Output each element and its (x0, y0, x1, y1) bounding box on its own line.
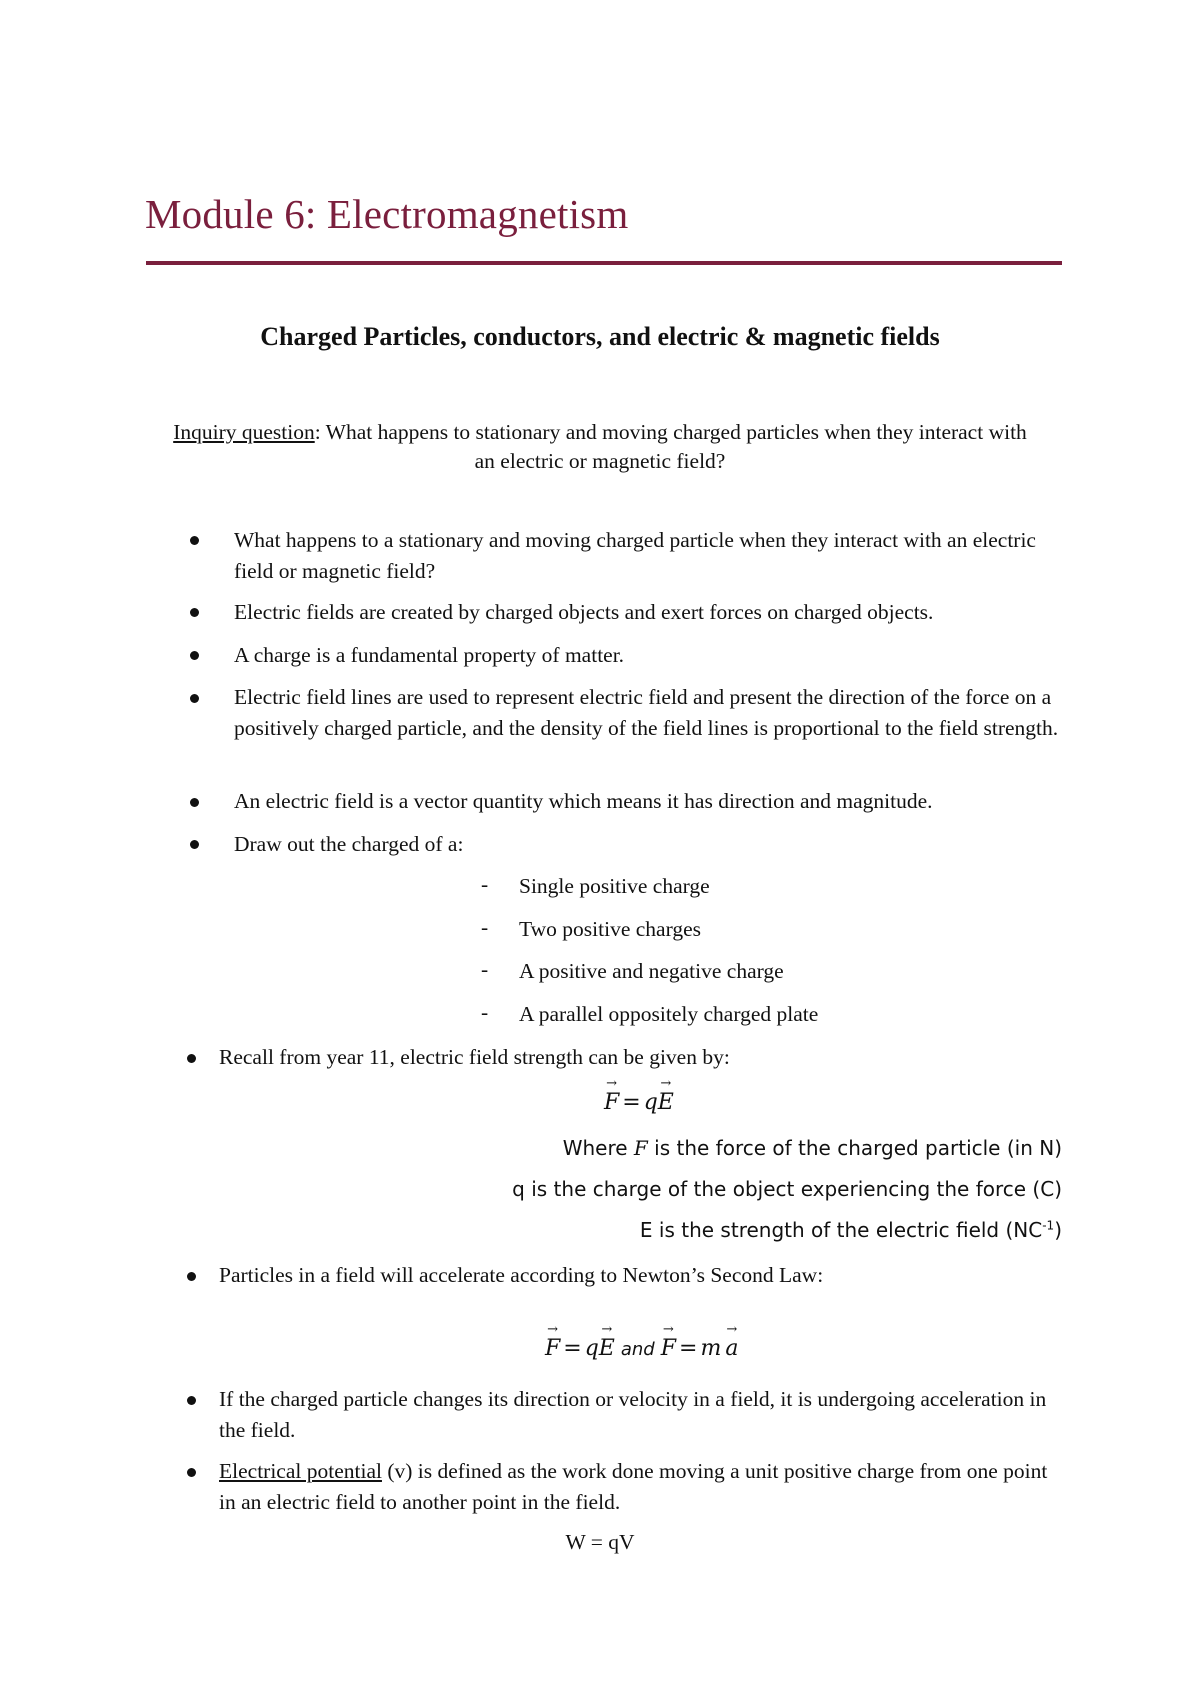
dash-marker: - (481, 957, 489, 981)
potential-text: Electrical potential (v) is defined as the work done moving a unit positive charge from one point in an electric field to another point in the field. (219, 1459, 1048, 1514)
bullet-dot (187, 1054, 196, 1063)
module-title: Module 6: Electromagnetism (145, 191, 629, 237)
vector-e: → E (658, 1090, 674, 1115)
bullet-item: A charge is a fundamental property of matter. (234, 643, 625, 667)
bullet-dot (187, 1468, 196, 1477)
potential-term: Electrical potential (219, 1459, 382, 1483)
equation-newton: → F = q→ E and→ F = m→ a (545, 1336, 738, 1361)
newton-text: Particles in a field will accelerate according to Newton’s Second Law: (219, 1263, 824, 1287)
bullet-dot (190, 694, 199, 703)
vector-f: → F (604, 1090, 619, 1115)
bullet-item: Electric fields are created by charged objects and exert forces on charged objects. (234, 600, 934, 624)
inquiry-question (170, 418, 1030, 476)
inquiry-text: : What happens to stationary and moving charged particles when they interact with an electric or magnetic field? (314, 420, 1027, 473)
charge-q: q (643, 1090, 658, 1115)
bullet-dot (187, 1272, 196, 1281)
bullet-item: Electric field lines are used to represent electric field and present the direction of the force on a positively charged particle, and the density of the field lines is proportional to the field strength. (234, 685, 1059, 740)
bullet-dot (187, 1396, 196, 1405)
equation-f-qe (604, 1090, 674, 1115)
where-line-field: E is the strength of the electric field $(NC^{-1})$ (639, 1218, 1062, 1242)
bullet-dot (190, 651, 199, 660)
bullet-dot (190, 840, 199, 849)
work-formula: W = qV (565, 1530, 635, 1554)
where-line-force: Where F is the force of the charged particle (in N) (562, 1136, 1062, 1160)
inquiry-label: Inquiry question (173, 420, 315, 444)
bullet-dot (190, 536, 199, 545)
draw-item: A parallel oppositely charged plate (519, 1002, 819, 1026)
section-subtitle: Charged Particles, conductors, and electric & magnetic fields (260, 322, 940, 351)
title-rule (146, 261, 1062, 265)
vector-a: → a (725, 1336, 738, 1361)
bullet-dot (190, 798, 199, 807)
dash-marker: - (481, 1000, 489, 1024)
bullet-dot (190, 608, 199, 617)
bullet-item: What happens to a stationary and moving charged particle when they interact with an electric field or magnetic field? (234, 528, 1036, 583)
bullet-item: Draw out the charged of a: (234, 832, 464, 856)
draw-item: Two positive charges (519, 917, 702, 941)
dash-marker: - (481, 915, 489, 939)
draw-item: A positive and negative charge (519, 959, 784, 983)
and-word: and (620, 1339, 655, 1360)
bullet-item: An electric field is a vector quantity which means it has direction and magnitude. (234, 789, 933, 813)
acceleration-text: If the charged particle changes its direction or velocity in a field, it is undergoing acceleration in the field. (219, 1387, 1047, 1442)
equals-sign: = (622, 1090, 641, 1115)
draw-item: Single positive charge (519, 874, 710, 898)
force-symbol: F (633, 1136, 648, 1160)
recall-text: Recall from year 11, electric field strength can be given by: (219, 1045, 730, 1069)
dash-marker: - (481, 872, 489, 896)
where-line-charge: q is the charge of the object experiencing the force (C) (512, 1177, 1062, 1201)
